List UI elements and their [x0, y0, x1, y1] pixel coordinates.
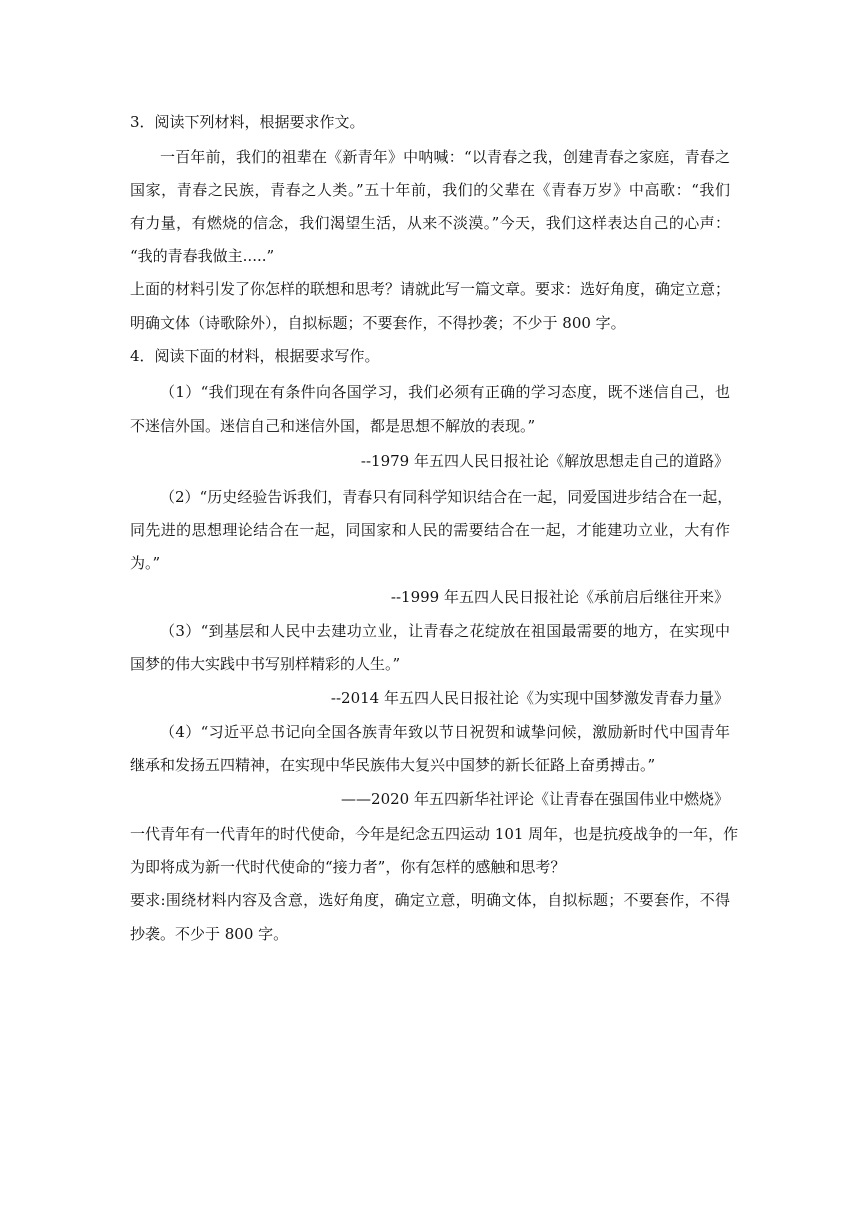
q4-prompt-line: 一代青年有一代青年的时代使命，今年是纪念五四运动 101 周年，也是抗疫战争的一年，作 [130, 825, 739, 843]
q4-quote-line: （2）“历史经验告诉我们，青春只有同科学知识结合在一起，同爱国进步结合在一起， [160, 488, 733, 506]
q3-material-line: “我的青春我做主.....” [130, 247, 275, 265]
q4-quote-line: 为。” [130, 554, 161, 572]
q3-material-line: 有力量，有燃烧的信念，我们渴望生活，从来不淡漠。”今天，我们这样表达自己的心声： [130, 214, 730, 232]
q4-quote-source: ——2020 年五四新华社评论《让青春在强国伟业中燃烧》 [341, 790, 729, 808]
q4-prompt-line: 为即将成为新一代时代使命的“接力者”，你有怎样的感触和思考？ [130, 858, 566, 876]
q4-quote-line: 不迷信外国。迷信自己和迷信外国，都是思想不解放的表现。” [130, 417, 536, 435]
q4-requirement-line: 要求:围绕材料内容及含意，选好角度，确定立意，明确文体，自拟标题；不要套作，不得 [130, 891, 730, 909]
q4-quote-line: （1）“我们现在有条件向各国学习，我们必须有正确的学习态度，既不迷信自己，也 [160, 383, 730, 401]
q4-requirement-line: 抄袭。不少于 800 字。 [130, 925, 289, 943]
q4-quote-source: --1999 年五四人民日报社论《承前启后继往开来》 [390, 588, 729, 606]
q3-material-line: 一百年前，我们的祖辈在《新青年》中呐喊：“以青春之我，创建青春之家庭，青春之 [160, 148, 730, 166]
q3-material-line: 国家，青春之民族，青春之人类。”五十年前，我们的父辈在《青春万岁》中高歌：“我们 [130, 181, 730, 199]
q3-requirement-line: 上面的材料引发了你怎样的联想和思考？请就此写一篇文章。要求：选好角度，确定立意； [130, 280, 731, 298]
q4-quote-line: （4）“习近平总书记向全国各族青年致以节日祝贺和诚挚问候，激励新时代中国青年 [160, 723, 730, 741]
q3-requirement-line: 明确文体（诗歌除外），自拟标题；不要套作，不得抄袭；不少于 800 字。 [130, 314, 626, 332]
q4-heading: 4．阅读下面的材料，根据要求写作。 [130, 347, 380, 365]
q4-quote-source: --2014 年五四人民日报社论《为实现中国梦激发青春力量》 [330, 689, 729, 707]
q4-quote-line: （3）“到基层和人民中去建功立业，让青春之花绽放在祖国最需要的地方，在实现中 [160, 622, 730, 640]
q3-heading: 3．阅读下列材料，根据要求作文。 [130, 113, 365, 131]
q4-quote-line: 国梦的伟大实践中书写别样精彩的人生。” [130, 655, 401, 673]
q4-quote-line: 同先进的思想理论结合在一起，同国家和人民的需要结合在一起，才能建功立业，大有作 [130, 521, 730, 539]
q4-quote-line: 继承和发扬五四精神，在实现中华民族伟大复兴中国梦的新长征路上奋勇搏击。” [130, 756, 656, 774]
q4-quote-source: --1979 年五四人民日报社论《解放思想走自己的道路》 [360, 452, 729, 470]
